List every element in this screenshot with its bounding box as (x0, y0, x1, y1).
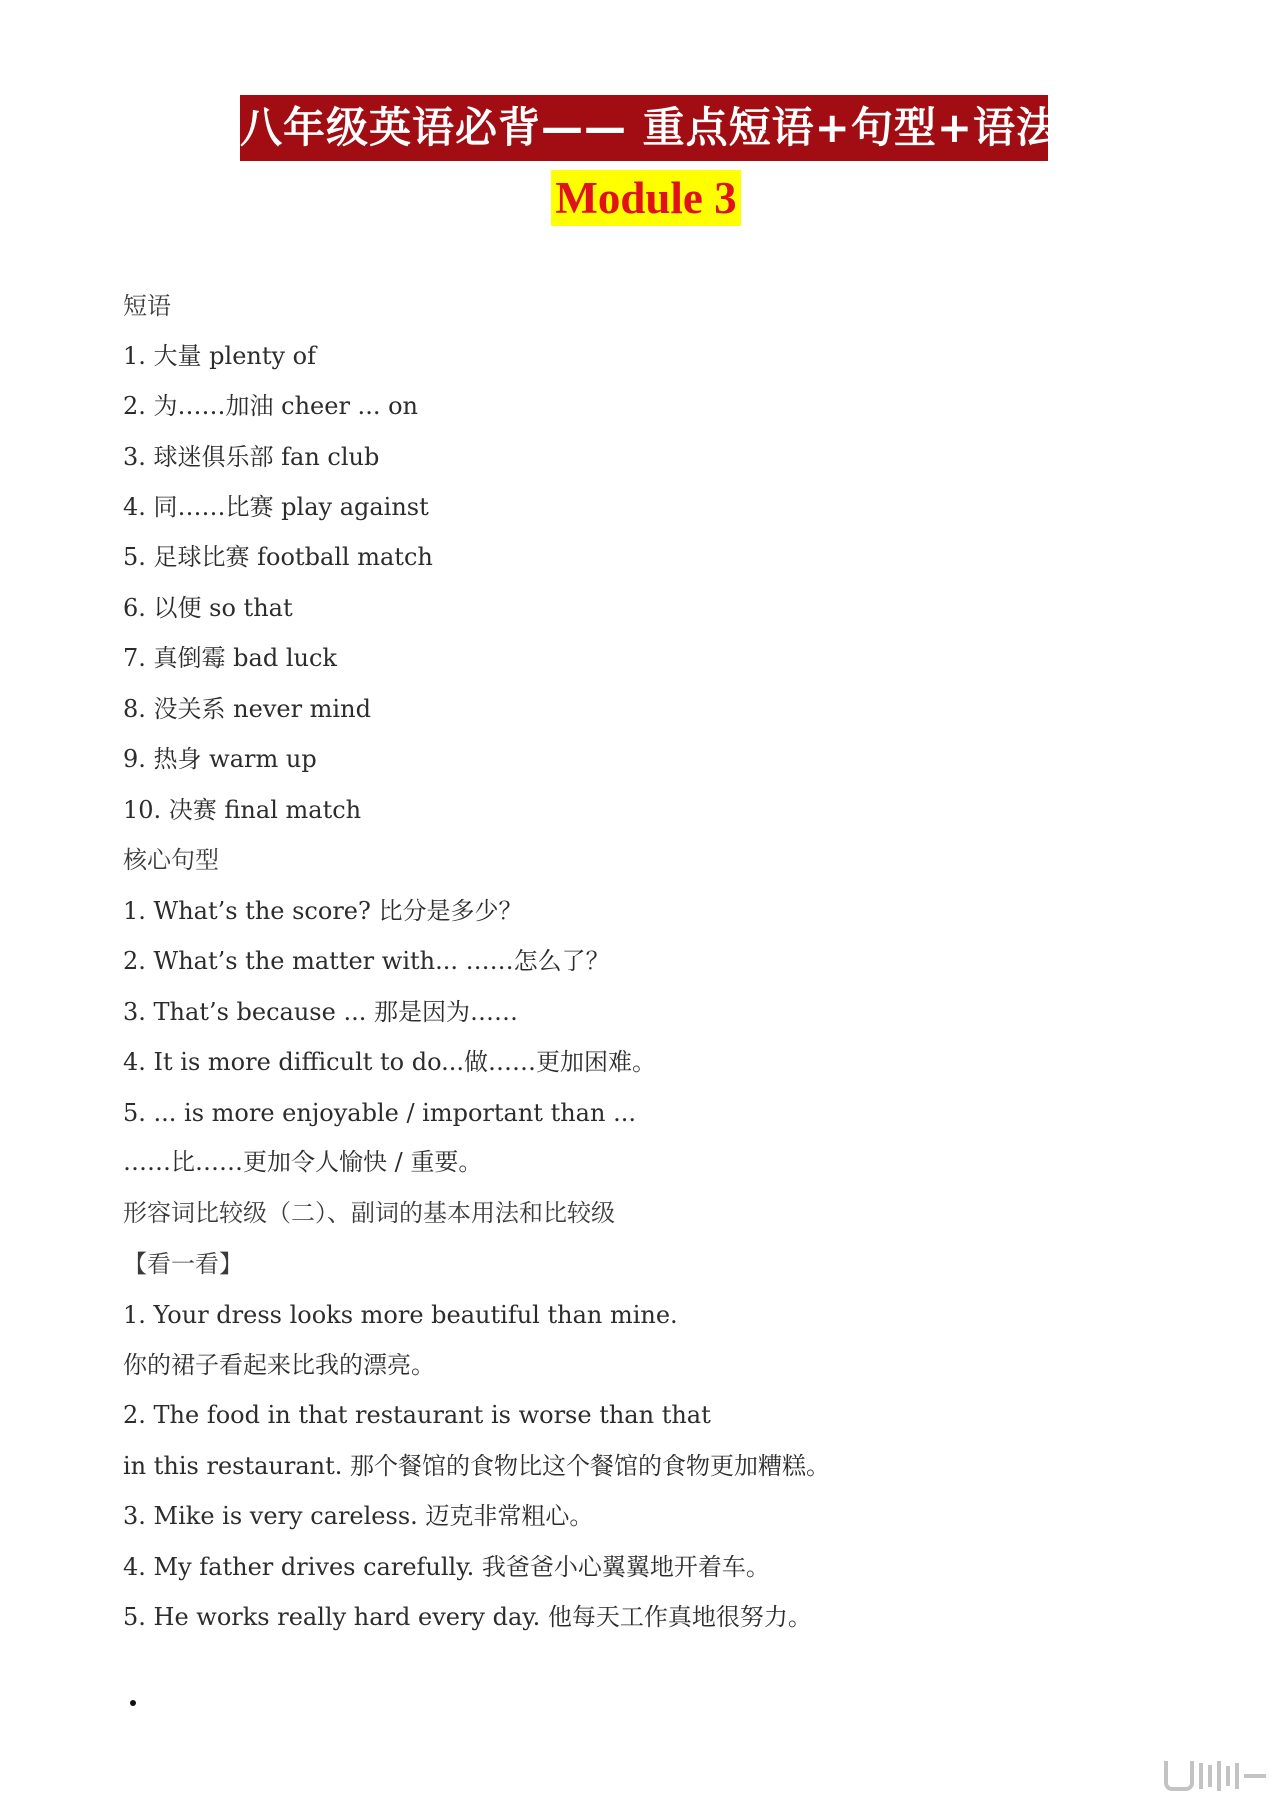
bullet-dot (130, 1700, 136, 1706)
list-item: 2. The food in that restaurant is worse than that (123, 1401, 711, 1429)
section-heading-phrases: 短语 (123, 292, 171, 320)
list-item: 4. It is more difficult to do...做……更加困难。 (123, 1048, 657, 1076)
module-label: Module 3 (551, 170, 741, 226)
list-item: 8. 没关系 never mind (123, 695, 371, 723)
watermark-equal-icon (1244, 1774, 1266, 1778)
section-heading-grammar: 形容词比较级（二）、副词的基本用法和比较级 (123, 1199, 615, 1227)
list-item: 3. Mike is very careless. 迈克非常粗心。 (123, 1502, 594, 1530)
watermark-bar-icon (1208, 1765, 1212, 1787)
list-item: 3. 球迷俱乐部 fan club (123, 443, 380, 471)
list-item: 3. That’s because ... 那是因为…… (123, 998, 518, 1026)
list-item: 2. 为……加油 cheer ... on (123, 392, 418, 420)
watermark-bar-icon (1226, 1766, 1230, 1786)
list-item: 5. He works really hard every day. 他每天工作真地很努力。 (123, 1603, 812, 1631)
list-item: 4. My father drives carefully. 我爸爸小心翼翼地开着车。 (123, 1553, 770, 1581)
section-subheading: 【看一看】 (123, 1250, 243, 1278)
list-item: 9. 热身 warm up (123, 745, 317, 773)
list-item: 你的裙子看起来比我的漂亮。 (123, 1351, 435, 1379)
list-item: 5. 足球比赛 football match (123, 543, 433, 571)
watermark (1096, 1756, 1266, 1796)
list-item: 4. 同……比赛 play against (123, 493, 429, 521)
watermark-box-icon (1164, 1761, 1194, 1791)
list-item: 5. ... is more enjoyable / important than ... (123, 1099, 636, 1127)
list-item: in this restaurant. 那个餐馆的食物比这个餐馆的食物更加糟糕。 (123, 1452, 831, 1480)
watermark-bar-icon (1235, 1763, 1239, 1789)
list-item: 10. 决赛 final match (123, 796, 362, 824)
watermark-bar-icon (1217, 1761, 1221, 1791)
section-heading-sentences: 核心句型 (123, 846, 219, 874)
title-banner: 八年级英语必背—— 重点短语+句型+语法 (240, 95, 1048, 161)
list-item: 1. 大量 plenty of (123, 342, 317, 370)
watermark-bar-icon (1199, 1763, 1203, 1789)
list-item: 6. 以便 so that (123, 594, 293, 622)
list-item: 2. What’s the matter with... ……怎么了？ (123, 947, 610, 975)
list-item: 1. Your dress looks more beautiful than mine. (123, 1301, 678, 1329)
list-item: ……比……更加令人愉快 / 重要。 (123, 1148, 483, 1176)
list-item: 7. 真倒霉 bad luck (123, 644, 337, 672)
list-item: 1. What’s the score? 比分是多少？ (123, 897, 523, 925)
